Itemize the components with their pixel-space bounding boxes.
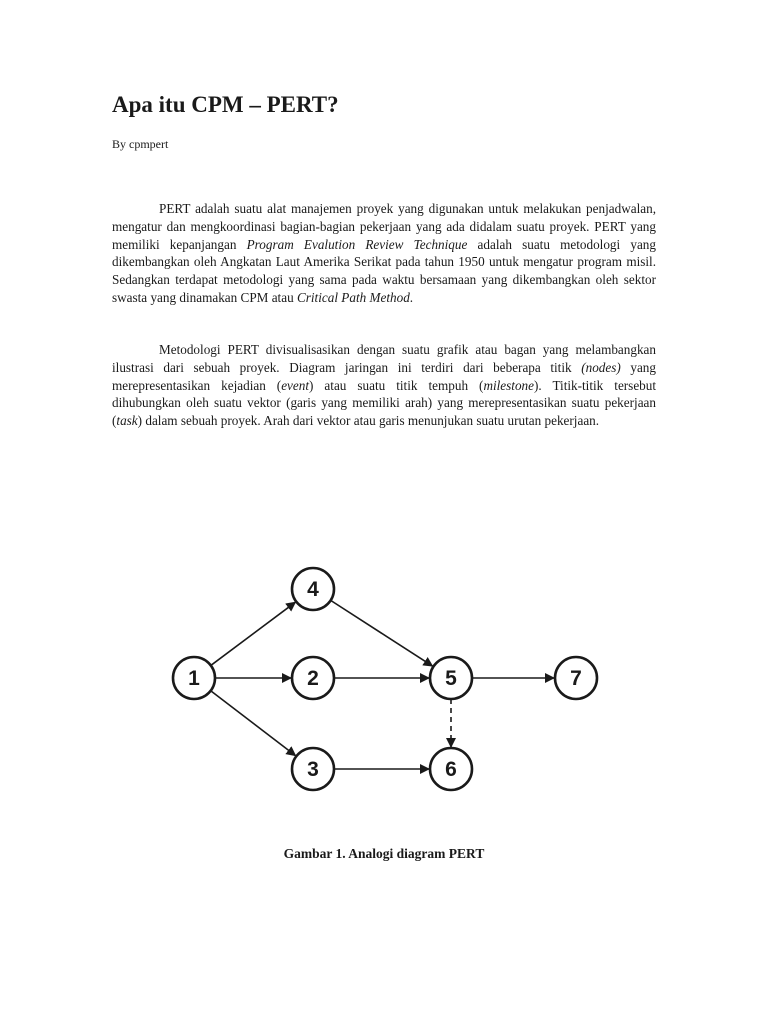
term-cpm: Critical Path Method	[296, 289, 410, 305]
term-task: task	[116, 413, 138, 429]
paragraph-text: adalah suatu metodologi yang dikembangkan oleh Angkatan Laut Amerika Serikat pada tahun 1950 untuk mengatur program misil. Sedangkan terdapat metodologi yang sama pada waktu bersamaan yang dikembangkan oleh sektor swasta yang dinamakan CPM atau	[112, 236, 656, 305]
node-2	[292, 657, 334, 699]
node-label: 3	[307, 758, 319, 781]
node-6	[430, 748, 472, 790]
paragraph-text: Metodologi PERT divisualisasikan dengan suatu grafik atau bagan yang melambangkan ilustrasi dari sebuah proyek. Diagram jaringan ini terdiri dari beberapa titik	[112, 342, 656, 375]
node-label: 5	[445, 667, 457, 690]
term-nodes: (nodes)	[581, 359, 621, 375]
node-label: 2	[307, 667, 319, 690]
paragraph-text: ). Titik-titik tersebut dihubungkan oleh suatu vektor (garis yang memiliki arah) yang merepresentasikan suatu pekerjaan (	[112, 377, 657, 429]
node-label: 1	[188, 667, 200, 690]
term-milestone: milestone	[483, 377, 534, 393]
paragraph-method	[112, 341, 656, 430]
paragraph-text: PERT adalah suatu alat manajemen proyek yang digunakan untuk melakukan penjadwalan, mengatur dan mengkoordinasi bagian-bagian pekerjaan yang ada didalam suatu proyek. PERT yang memiliki kepanjangan	[112, 201, 656, 252]
paragraph-text: ) atau suatu titik tempuh (	[309, 377, 484, 393]
paragraph-text: .	[409, 289, 414, 305]
node-4	[292, 568, 334, 610]
paragraph-text: ) dalam sebuah proyek. Arah dari vektor atau garis menunjukan suatu urutan pekerjaan.	[137, 413, 600, 429]
node-label: 4	[307, 578, 319, 601]
term-pert: Program Evalution Review Technique	[246, 236, 468, 252]
edges-layer	[211, 600, 554, 769]
figure-caption: Gambar 1. Analogi diagram PERT	[283, 846, 485, 861]
paragraph-text: yang merepresentasikan kejadian (	[112, 359, 656, 393]
page-title: Apa itu CPM – PERT?	[112, 92, 339, 117]
node-7	[555, 657, 597, 699]
byline: By cpmpert	[112, 137, 169, 151]
node-label: 6	[445, 758, 457, 781]
node-label: 7	[570, 667, 582, 690]
pert-diagram	[160, 556, 600, 806]
paragraph-intro	[112, 200, 656, 307]
edge-1-3	[211, 691, 296, 756]
node-1	[173, 657, 215, 699]
node-5	[430, 657, 472, 699]
term-event: event	[281, 377, 310, 393]
edge-4-5	[331, 600, 433, 666]
nodes-layer	[173, 568, 597, 790]
edge-1-4	[211, 602, 296, 665]
node-3	[292, 748, 334, 790]
